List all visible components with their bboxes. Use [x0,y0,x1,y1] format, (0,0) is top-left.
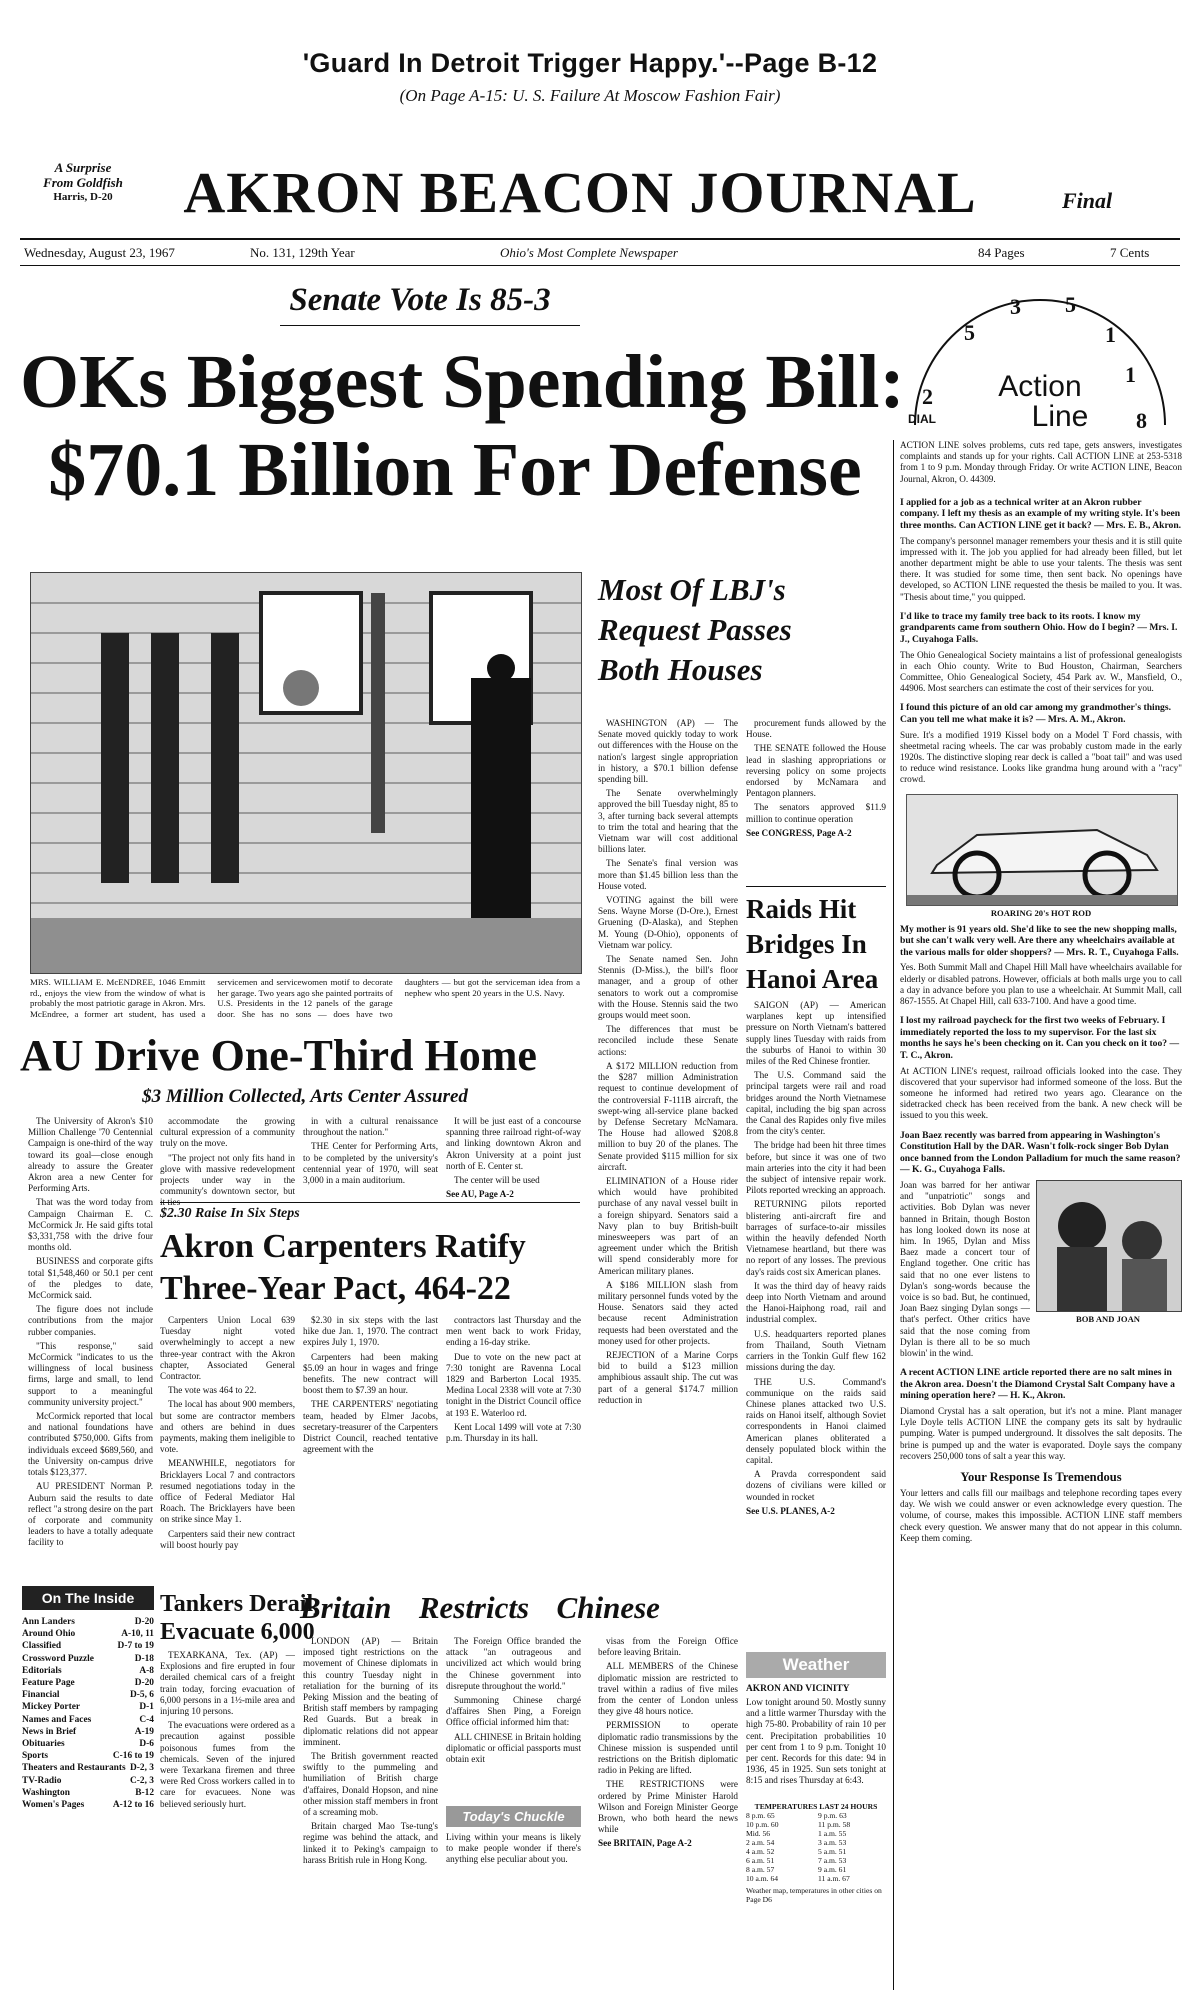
column-rule-action [893,440,894,1990]
inside-item-name: Names and Faces [22,1714,92,1725]
lead-para: The differences that must be reconciled include these Senate actions: [598,1024,738,1057]
chuckle-text: Living within your means is likely to make people wonder if there's anything else peculiar about you. [446,1832,581,1865]
lead-para: A $186 MILLION slash from military personnel funds voted by the House. Senators said they acted because recent Administration requests had been overstated and the money used for other projects. [598,1279,738,1346]
action-line-item [900,611,1182,695]
inside-item-name: News in Brief [22,1726,77,1737]
dateline-bar [20,243,1180,263]
inside-item-name: Crossword Puzzle [22,1653,94,1664]
weather-temps [746,1802,886,1904]
tankers-headline-2: Evacuate 6,000 [160,1619,315,1645]
weather-temp-reading: 4 a.m. 52 [746,1847,775,1856]
au-para: "The project not only fits hand in glove with massive redevelopment projects under way in the community's downtown sector, but [160,1152,295,1197]
raids-para: A Pravda correspondent said dozens of civilians were killed or wounded in rocket [746,1469,886,1502]
raids-para: RETURNING pilots reported blistering anti-aircraft fire and barrages of surface-to-air missiles within the heavily defended North Vietnamese heartland, but there was no report of any losses. The previous day's raids cost six American planes. [746,1199,886,1277]
raids-rule [746,886,886,887]
lead-para: THE SENATE followed the House lead in slashing appropriations or reversing policy on some projects endorsed by McNamara and Pentagon planners. [746,743,886,799]
inside-list-item[interactable] [22,1775,154,1787]
au-para: The center will be used [454,1175,540,1186]
au-col2 [160,1116,295,1196]
inside-title: On The Inside [22,1586,154,1610]
action-line-answer: Diamond Crystal has a salt operation, but it's not a mine. Plant manager Lyle Doyle tells ACTION LINE the company gets its salt by hydraulic pumping. Water is pumped underground. It dissolves the salt deposits. The brine is pumped up and the water is evaporated. Doyle says the company recovers 250,000 tons of salt a year this way. [900,1406,1182,1461]
action-line-question: I found this picture of an old car among my grandmother's things. Can you tell me what make it is? — Mrs. A. M., Akron. [900,702,1171,725]
garage-photo-image [31,573,581,973]
car-photo-caption: ROARING 20's HOT ROD [990,907,1092,918]
action-line-question: Joan Baez recently was barred from appearing in Washington's Constitution Hall by the DAR. Wasn't folk-rock singer Bob Dylan once banned from the London Palladium for much the same reason? — K. G., Cuyahoga Falls. [900,1129,1181,1176]
dial-number: 2 [922,384,933,409]
carpenters-para: Due to vote on the new pact at 7:30 tonight are Ravenna Local 1829 and Barberton Local 1935. Medina Local 2338 will vote at 7:30 tonight in the District Council office at 193 E. Waterloo rd. [446,1351,581,1418]
weather-temp-reading: 9 a.m. 61 [818,1865,847,1874]
inside-item-name: Obituaries [22,1739,65,1750]
masthead-rule-top [20,238,1180,240]
au-para: The University of Akron's $10 Million Challenge '70 Centennial Campaign is one-third of the way toward its goal—close enough already to assure the Greater Akron area a new Center for Performing Arts. [28,1116,153,1194]
inside-list-item[interactable] [22,1701,154,1713]
carpenters-para: Carpenters had been making $5.09 an hour in wages and fringe benefits. The new contract will boost them to $7.39 an hour. [303,1351,438,1396]
action-line-question: I applied for a job as a technical writer at an Akron rubber company. I left my thesis as an example of my writing style. It's been three months. Can ACTION LINE get it back? — Mrs. E. B., Akron. [900,496,1182,531]
britain-para: LONDON (AP) — Britain imposed tight restrictions on the movement of Chinese diplomats in this country Tuesday night in retaliation for the burning of its Peking Mission and the beating of British staff members by rampaging Red Guards. But a break in diplomatic relations did not appear imminent. [303,1636,438,1747]
carpenters-para: Kent Local 1499 will vote at 7:30 p.m. Thursday in its hall. [446,1421,581,1444]
weather-temp-reading: 3 a.m. 53 [818,1838,847,1847]
carpenters-para: contractors last Thursday and the men went back to work Friday, ending a 16-day strike. [446,1315,581,1348]
joan-photo-caption: BOB AND JOAN [1076,1313,1140,1324]
dateline-date: Wednesday, August 23, 1967 [24,245,175,260]
inside-item-page: D-2, 3 [130,1763,154,1774]
britain-para: ALL CHINESE in Britain holding diplomatic or official passports must obtain exit [446,1731,581,1765]
carpenters-headline [160,1226,580,1310]
carpenters-kicker: $2.30 Raise In Six Steps [160,1206,300,1221]
inside-list-item[interactable] [22,1787,154,1799]
dateline-price: 7 Cents [1110,245,1150,260]
dial-number: 8 [1136,408,1147,433]
britain-headline: Britain Restricts Chinese [300,1590,660,1625]
inside-list-item[interactable] [22,1762,154,1774]
weather-temp-reading: 1 a.m. 55 [818,1829,847,1838]
britain-col2 [446,1636,581,1796]
inside-list-item[interactable] [22,1640,154,1652]
weather-temp-reading: 6 a.m. 51 [746,1856,775,1865]
britain-para: PERMISSION to operate diplomatic radio transmissions by the Chinese mission is suspended until restrictions on the British diplomatic radio in Peking are lifted. [598,1720,738,1776]
action-line-item [900,1130,1182,1368]
lead-sidehead [598,570,888,690]
weather-temps-grid [746,1811,886,1883]
au-subhead: $3 Million Collected, Arts Center Assured [142,1086,468,1107]
inside-list-item[interactable] [22,1665,154,1677]
tankers-body [160,1650,295,1990]
tankers-para: The evacuations were ordered as a precaution against possible poisonous fumes from the chemicals. Seven of the injured were Texarkana firemen and three were Red Cross workers called in to care for evacuees. None was believed seriously hurt. [160,1720,295,1809]
au-headline: AU Drive One-Third Home [20,1031,537,1080]
inside-item-page: A-19 [134,1726,154,1737]
action-line-answer: Joan was barred for her antiwar and "unpatriotic" songs and activities. Bob Dylan was never banned in Britain, though Boston has long looked down its nose at him. In 1965, Dylan and Miss Baez made a concert tour of England together. One critic has said that no one ever listens to Dylan's song-words because the voice is so bad. But, he continued, Joan Baez singing Dylan songs — that's perfect. Other critics have said that the nose coming from Dylan is there all to be so much blowin' in the wind. [900,1179,1030,1359]
weather-temp-reading: 10 p.m. 60 [746,1820,779,1829]
britain-para: THE RESTRICTIONS were ordered by Prime Minister Harold Wilson and Foreign Minister George Brown, who both heard the news while [598,1779,738,1835]
britain-para: Britain charged Mao Tse-tung's regime was behind the attack, and linked it to Peking's campaign to harass British rule in Hong Kong. [303,1821,438,1865]
inside-item-name: Washington [22,1787,70,1798]
carpenters-col2 [303,1315,438,1580]
britain-para: Summoning Chinese chargé d'affaires Shen Ping, a Foreign Office official informed him that: [446,1695,581,1728]
joan-photo-image [1037,1181,1181,1311]
inside-item-name: Ann Landers [22,1617,75,1627]
carpenters-para: MEANWHILE, negotiators for Bricklayers Local 7 and contractors resumed negotiations today in the office of Federal Mediator Hal Roach. The Bricklayers have been on strike since May 1. [160,1458,295,1525]
inside-item-name: Classified [22,1641,62,1652]
britain-col3 [598,1636,738,1991]
ear-left-line3: Harris, D-20 [53,191,113,203]
weather-temp-reading: 7 a.m. 53 [818,1856,847,1865]
weather-temp-reading: 11 p.m. 58 [818,1820,851,1829]
response-title: Your Response Is Tremendous [960,1470,1122,1485]
lead-kicker: Senate Vote Is 85-3 [289,282,551,318]
carpenters-col3 [446,1315,581,1580]
dial-number: 3 [1010,294,1021,319]
lead-sidehead-3: Both Houses [598,652,763,687]
dial-number: 1 [1125,362,1136,387]
garage-photo-caption: MRS. WILLIAM E. McENDREE, 1046 Emmitt rd., enjoys the view from the window of what is probably the most patriotic garage in Akron. Mrs. McEndree, a former art student, has used a servicemen and servicewomen motif to decorate her garage. Two years ago she painted portraits of U.S. Presidents in the 12 panels of the garage door. She has no sons — does have two daughters — but got the serviceman idea from a nephew who spent 20 years in the U.S. Navy. [30,977,580,1019]
inside-box [22,1586,154,1986]
au-para: "This response," said McCormick "indicates to us the willingness of local business firms, large and small, to lend support to a meaningful community university project." [28,1340,153,1407]
ear-left-line2: From Goldfish [43,175,123,190]
weather-temps-title: TEMPERATURES LAST 24 HOURS [754,1802,878,1811]
inside-list-item[interactable] [22,1628,154,1640]
carpenters-rule [160,1202,580,1203]
inside-item-page: B-12 [135,1787,154,1798]
britain-para: The British government reacted swiftly to the pummeling and humiliation of British charge d'affaires, Donald Hopson, and nine other mission staff members in front of a screaming mob. [303,1751,438,1818]
joan-photo [1036,1180,1182,1312]
lead-para: A $172 MILLION reduction from the $287 million Administration request to continue development of the controversial F-111B aircraft, the swept-wing all-service plane backed by Defense Secretary McNamara. The House had allowed $208.8 million to buy 20 of the planes. The Senate provided $115 million for six aircraft. [598,1060,738,1172]
carpenters-col1 [160,1315,295,1580]
lead-para: The Senate's final version was more than $1.45 billion less than the House voted. [598,858,738,891]
inside-item-name: Editorials [22,1665,62,1676]
lead-para: The senators approved $11.9 million to continue operation [746,802,886,824]
action-line-item [900,702,1182,785]
weather-temp-reading: Mid. 56 [746,1829,771,1838]
raids-para: It was the third day of heavy raids deep into North Vietnam and around the Hanoi-Haiphong road, rail and industrial complex. [746,1280,886,1325]
au-para: BUSINESS and corporate gifts total $1,548,460 or 50.1 per cent of the pledges to date, McCormick said. [28,1256,153,1301]
au-col4 [446,1116,581,1200]
lead-headline-1: OKs Biggest Spending Bill: [20,340,905,424]
inside-list-item[interactable] [22,1689,154,1701]
carpenters-para: Carpenters Union Local 639 Tuesday night voted overwhelmingly to accept a new three-year contract with the Akron chapter, Associated General Contractor. [160,1315,295,1382]
action-line-item [900,1367,1182,1462]
inside-list-item[interactable] [22,1616,154,1628]
dateline-motto: Ohio's Most Complete Newspaper [500,245,678,260]
inside-item-page: A-12 to 16 [112,1800,154,1811]
dial-number: 5 [1065,292,1076,317]
britain-col1 [303,1636,438,1991]
lead-sidehead-1: Most Of LBJ's [598,572,786,607]
au-para: in with a cultural renaissance throughout the nation." [303,1116,438,1138]
raids-headline-3: Hanoi Area [746,964,879,994]
dateline-pages: 84 Pages [978,245,1025,260]
au-para: accommodate the growing cultural expression of a community truly on the move. [160,1116,295,1149]
weather-temp-reading: 8 a.m. 57 [746,1865,775,1874]
lead-para: WASHINGTON (AP) — The Senate moved quickly today to work out differences with the House on the nation's largest single appropriation in history, a $70.1 billion defense spending bill. [598,718,738,785]
inside-item-page: D-1 [139,1702,154,1713]
raids-body [746,1000,886,1645]
inside-item-page: A-8 [139,1665,154,1676]
car-photo-image [907,795,1177,905]
au-col1 [28,1116,153,1548]
jump-line-au[interactable]: See AU, Page A-2 [446,1189,514,1200]
ear-left-line1: A Surprise [54,160,112,175]
raids-para: THE U.S. Command's communique on the raids said Chinese planes attacked two U.S. raids on Hanoi itself, although Soviet correspondents in Hanoi claimed American planes obliterated a densely populated block within the capital. [746,1376,886,1465]
raids-para: U.S. headquarters reported planes from Thailand, South Vietnam carriers in the Tonkin Gulf flew 162 missions during the day. [746,1328,886,1373]
action-line-item [900,924,1182,1008]
inside-item-page: D-7 to 19 [117,1641,154,1652]
raids-headline [746,892,891,997]
tankers-headline-1: Tankers Derail, [160,1591,320,1617]
au-para: THE Center for Performing Arts, to be completed by the university's centennial year of 1970, will seat 3,000 in a main auditorium. [303,1141,438,1186]
dial-number: 1 [1105,322,1116,347]
inside-list-item[interactable] [22,1799,154,1811]
jump-line-congress[interactable]: See CONGRESS, Page A-2 [746,827,852,838]
action-line-answer: The Ohio Genealogical Society maintains a list of professional genealogists in each Ohio county. Write to Bud Houston, Chairman, Searchers Committee, Ohio Genealogical Society, 454 Park av. W., Mansfield, O., 44906. Most searchers can estimate the cost of their services for you. [900,649,1182,694]
inside-item-page: D-18 [134,1653,154,1664]
inside-item-page: D-20 [134,1678,154,1689]
lead-para: VOTING against the bill were Sens. Wayne Morse (D-Ore.), Ernest Gruening (D-Alaska), and Stephen M. Young (D-Ohio), opponents of Vietnam war policy. [598,895,738,950]
lead-para: The Senate overwhelmingly approved the bill Tuesday night, 85 to 3, after turning back several attempts to trim the total and hearing that the Vietnam war will cost additional billions later. [598,788,738,855]
carpenters-para: The vote was 464 to 22. [168,1385,257,1396]
action-line-answer: At ACTION LINE's request, railroad officials looked into the case. They discovered that your supervisor had informed someone of the loss. But the someone he informed had retired two years ago. Clearance on the sidetracked check has been received from the bank. A new check will be issued to you this week. [900,1065,1182,1121]
dial-label-line: Line [1031,400,1089,433]
raids-headline-1: Raids Hit [746,894,857,924]
weather-temp-reading: 10 a.m. 64 [746,1874,779,1883]
inside-list-item[interactable] [22,1714,154,1726]
dial-label-action: Action [998,370,1082,403]
au-para: It will be just east of a concourse spanning three railroad right-of-way and linking downtown Akron and Akron University at a point just north of E. Center st. [446,1116,581,1171]
lead-para: procurement funds allowed by the House. [746,718,886,740]
carpenters-para: Carpenters said their new contract will boost hourly pay [160,1528,295,1550]
dial-number: 5 [964,320,975,345]
tankers-para: TEXARKANA, Tex. (AP) — Explosions and fire erupted in four derailed chemical cars of a freight train today, forcing evacuation of 6,000 persons in a 1½-mile area and injuring 10 persons. [160,1650,295,1717]
au-col3 [303,1116,438,1196]
inside-item-page: C-16 to 19 [112,1751,154,1762]
britain-para: ALL MEMBERS of the Chinese diplomatic mission are restricted to travel within a radius of five miles from the center of London unless they give 48 hours notice. [598,1661,738,1717]
lead-story-col1 [598,718,738,1598]
inside-item-page: D-6 [139,1739,154,1750]
inside-item-name: Feature Page [22,1678,75,1689]
raids-para: SAIGON (AP) — American warplanes kept up intensified pressure on North Vietnam's battered supply lines Tuesday with raids from the suburbs of Hanoi to within 30 miles of the Red Chinese frontier. [746,1000,886,1067]
inside-item-page: C-2, 3 [130,1775,154,1786]
action-line-answer: The company's personnel manager remembers your thesis and it is still quite impressed with it. The job you applied for had already been filled, but let another department might be able to use your talents. The thesis was sent there. It was studied for some time, then sent back. No openings have developed, so ACTION LINE requested the thesis be mailed to you. It was. "Thesis about time," you quipped. [900,535,1182,602]
raids-headline-2: Bridges In [746,929,867,959]
weather-temp-reading: 8 p.m. 65 [746,1811,775,1820]
au-para: That was the word today from Campaign Chairman E. C. McCormick Jr. He said gifts total $3,331,758 with the drive four months old. [28,1197,153,1253]
action-line-item [900,1015,1182,1121]
inside-item-name: Financial [22,1690,60,1701]
lead-para: ELIMINATION of a House rider which would have prohibited purchase of any naval vessel built in a foreign shipyard. Senators said a Navy plan to buy British-built minesweepers was part of an agreement under which the British will spend considerably more for American military planes. [598,1175,738,1276]
jump-line-planes[interactable]: See U.S. PLANES, A-2 [746,1505,835,1516]
carpenters-para: THE CARPENTERS' negotiating team, headed by Elmer Jacobs, secretary-treasurer of the Carpenters District Council, reached tentative agreement with the [303,1399,438,1455]
teaser-subhead: (On Page A-15: U. S. Failure At Moscow Fashion Fair) [399,86,781,105]
raids-para: The U.S. Command said the principal targets were rail and road bridges around the North Vietnamese capital, including the big span across the Canal des Rapides only five miles from the city's center. [746,1070,886,1137]
jump-line-britain[interactable]: See BRITAIN, Page A-2 [598,1838,692,1849]
raids-para: The bridge had been hit three times before, but since it was one of two main arteries into the city it had been the subject of intensive repair work. Pilots reported wrecking an approach. [746,1140,886,1196]
inside-item-page: A-10, 11 [121,1629,154,1640]
ear-left [28,160,138,204]
chuckle-title: Today's Chuckle [446,1806,581,1827]
weather-area: AKRON AND VICINITY [746,1684,850,1694]
action-line-intro: ACTION LINE solves problems, cuts red tape, gets answers, investigates complaints and stands up for your rights. Call ACTION LINE at 253-5318 from 1 to 9 p.m. Monday through Friday. Or write ACTION LINE, Beacon Journal, Akron, O. 44309. [900,440,1182,484]
action-line-question: A recent ACTION LINE article reported there are no salt mines in the Akron area. Doesn't the Diamond Crystal Salt Company have a mining operation here? — H. K., Akron. [900,1367,1175,1402]
au-para: AU PRESIDENT Norman P. Auburn said the results to date reflect "a strong desire on the part of corporate and community leaders to have a totally adequate facility to [28,1481,153,1548]
carpenters-para: $2.30 in six steps with the last hike due Jan. 1, 1970. The contract expires July 1, 1970. [303,1315,438,1348]
masthead-title: AKRON BEACON JOURNAL [183,160,977,225]
weather-temp-reading: 5 a.m. 51 [818,1847,847,1856]
carpenters-para: The local has about 900 members, but some are contractor members and others are behind in dues payments, making them ineligible to vote. [160,1399,295,1455]
edition-label: Final [1062,188,1113,213]
dateline-number: No. 131, 129th Year [250,245,355,260]
au-para: The figure does not include contributions from the major rubber companies. [28,1304,153,1337]
lead-para: REJECTION of a Marine Corps bid to build a $123 million amphibious assault ship. The cut was part of a general $174.7 million reduction in [598,1349,738,1405]
teaser-headline: 'Guard In Detroit Trigger Happy.'--Page B-12 [302,48,878,78]
action-line-answer: Yes. Both Summit Mall and Chapel Hill Mall have wheelchairs available for elderly or disabled patrons. However, officials at both malls urge you to call a day in advance before you plan to use a wheelchair. At Summit Mall, call 867-1555. At Chapel Hill, call 633-7100. And have a good time. [900,962,1182,1006]
au-para: McCormick reported that local and national foundations have contributed $750,000. Gifts from individuals exceed $689,560, and the University on-campus drive totals $123,377. [28,1411,153,1478]
inside-item-page: C-4 [139,1714,154,1725]
inside-item-name: Around Ohio [22,1629,76,1640]
weather-temp-reading: 11 a.m. 67 [818,1874,850,1883]
inside-list-item[interactable] [22,1677,154,1689]
britain-para: visas from the Foreign Office before leaving Britain. [598,1636,738,1658]
weather-map-note: Weather map, temperatures in other cities on Page D6 [746,1886,882,1904]
action-line-column [900,440,1182,1990]
response-text: Your letters and calls fill our mailbags and telephone recording tapes every day. We wish we could answer or even acknowledge every question. The volume, of course, makes this impossible. ACTION LINE staff members check every question. We answer many that do not appear in this column. Keep them coming. [900,1488,1182,1543]
inside-item-name: Theaters and Restaurants [22,1763,126,1774]
kicker-underline [280,325,580,326]
inside-item-name: Mickey Porter [22,1702,81,1713]
lead-sidehead-2: Request Passes [598,612,792,647]
inside-list-item[interactable] [22,1726,154,1738]
britain-para: The Foreign Office branded the attack "an outrageous and uncivilized act which would bring the Chinese government into disrepute throughout the world." [446,1636,581,1691]
inside-item-page: D-20 [134,1617,154,1627]
carpenters-headline-2: Three-Year Pact, 464-22 [160,1270,511,1307]
weather-temp-reading: 2 a.m. 54 [746,1838,775,1847]
dial-word: DIAL [908,412,936,426]
car-photo [906,794,1178,906]
inside-list-item[interactable] [22,1653,154,1665]
inside-item-name: TV-Radio [22,1775,62,1786]
inside-item-page: D-5, 6 [130,1690,154,1701]
action-line-dial [900,292,1180,433]
action-line-item [900,497,1182,603]
inside-list [22,1616,154,1811]
masthead-rule-bottom [20,265,1180,266]
action-line-answer: Sure. It's a modified 1919 Kissel body on a Model T Ford chassis, with sheetmetal racing wheels. The car was probably custom made in the early 1920s. The distinctive sloping rear deck is called a "boat tail" and was used to reduce wind resistance. Looks like grandma hung around with a "racy" crowd. [900,729,1182,785]
inside-item-name: Women's Pages [22,1800,85,1811]
weather-title: Weather [746,1652,886,1678]
lead-headline-2: $70.1 Billion For Defense [48,428,862,512]
weather-temp-reading: 9 p.m. 63 [818,1811,847,1820]
action-line-question: I'd like to trace my family tree back to its roots. I know my grandparents came from southern Ohio. How do I begin? — Mrs. I. J., Cuyahoga Falls. [900,610,1178,645]
carpenters-headline-1: Akron Carpenters Ratify [160,1228,526,1265]
garage-photo [30,572,582,974]
action-line-question: My mother is 91 years old. She'd like to see the new shopping malls, but she can't walk very well. Are there any wheelchairs available at the various malls for older shoppers? — Mrs. R. T., Cuyahoga Falls. [900,923,1179,958]
lead-story-col2 [746,718,886,878]
action-line-question: I lost my railroad paycheck for the first two weeks of February. I immediately reported the loss to my supervisor. For the last six months he says he's been checking on it. Can you check on it too? — T. C., Akron. [900,1015,1180,1061]
lead-para: The Senate named Sen. John Stennis (D-Miss.), the bill's floor manager, and a group of other senators to work out a compromise with the House. Stennis said the two groups would meet soon. [598,954,738,1021]
inside-item-name: Sports [22,1751,49,1762]
inside-list-item[interactable] [22,1750,154,1762]
weather-body: Low tonight around 50. Mostly sunny and a little warmer Thursday with the high 75-80. Probability of rain 10 per cent. Precipitation probabilities 10 per cent from 1 to 9 p.m. Tonight 10 per cent. Records for this date: 94 in 1936, 45 in 1925. Sun sets tonight at 8:15 and rises Thursday at 6:43. [746,1697,886,1786]
inside-list-item[interactable] [22,1738,154,1750]
